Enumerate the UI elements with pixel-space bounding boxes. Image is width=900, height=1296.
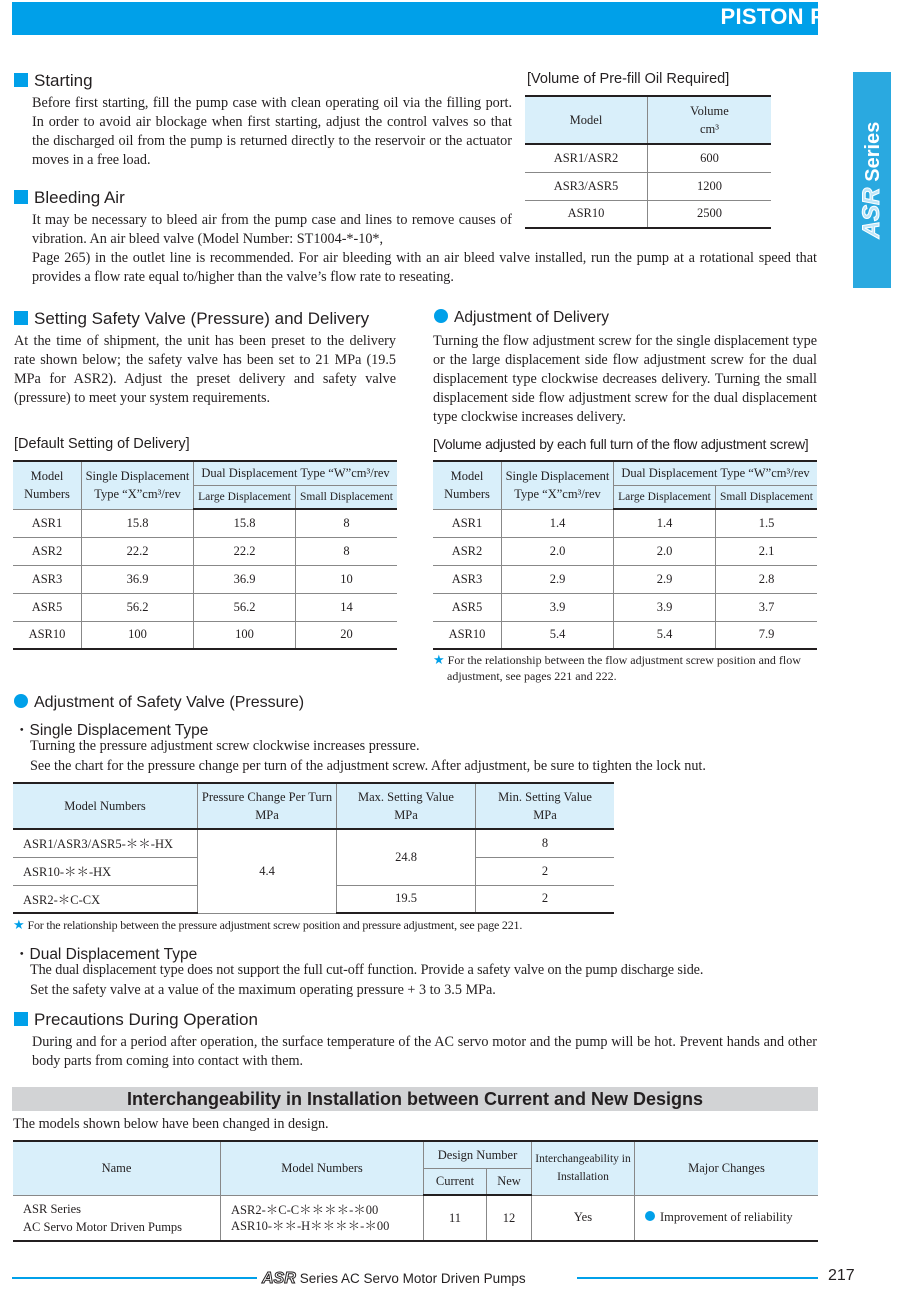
pressure-table-note: ★ For the relationship between the pressure adjustment screw position and pressure adjustment, see page 221. xyxy=(13,917,523,932)
square-bullet-icon xyxy=(14,1012,28,1026)
series-side-tab xyxy=(853,72,891,288)
dual-type-line-2: Set the safety valve at a value of the maximum operating pressure + 3 to 3.5 MPa. xyxy=(30,982,496,998)
square-bullet-icon xyxy=(14,311,28,325)
table-row: ASR Series AC Servo Motor Driven Pumps ASR2-＊C-C＊＊＊＊-＊00 ASR10-＊＊-H＊＊＊＊-＊00 11 12 Yes Improvement of reliability xyxy=(13,1195,818,1241)
col-min-setting: Min. Setting Value MPa xyxy=(476,783,615,829)
safety-adjust-heading: Adjustment of Safety Valve (Pressure) xyxy=(14,694,304,712)
asr-logo: ASR xyxy=(262,1270,296,1287)
prefill-table xyxy=(525,95,771,229)
col-dual-displacement: Dual Displacement Type “W”cm³/rev xyxy=(194,461,398,485)
col-single-displacement: Single Displacement Type “X”cm³/rev xyxy=(502,461,614,509)
table-row: ASR1/ASR3/ASR5-＊＊-HX 4.4 24.8 8 xyxy=(13,829,614,857)
col-name: Name xyxy=(13,1141,221,1195)
page-title: PISTON PUMPS xyxy=(720,4,890,29)
table-row: ASR10 5.4 5.4 7.9 xyxy=(433,621,817,649)
table-row: ASR2 2.0 2.0 2.1 xyxy=(433,537,817,565)
circle-bullet-icon xyxy=(14,694,28,708)
footer-rule-left xyxy=(12,1277,257,1279)
col-model-numbers: Model Numbers xyxy=(433,461,502,509)
starting-heading: Starting xyxy=(14,71,93,91)
table-row: ASR1 15.8 15.8 8 xyxy=(13,509,397,537)
circle-bullet-icon xyxy=(645,1211,655,1221)
single-type-heading: ・Single Displacement Type xyxy=(14,722,209,739)
col-new: New xyxy=(487,1168,532,1195)
col-pressure-change: Pressure Change Per Turn MPa xyxy=(198,783,337,829)
col-model-numbers: Model Numbers xyxy=(13,783,198,829)
footer-rule-right xyxy=(577,1277,818,1279)
dual-type-line-1: The dual displacement type does not support the full cut-off function. Provide a safety valve on the pump discharge side. xyxy=(30,962,704,978)
col-max-setting: Max. Setting Value MPa xyxy=(337,783,476,829)
table-row: ASR3/ASR5 1200 xyxy=(525,172,771,200)
starting-body: Before first starting, fill the pump case with clean operating oil via the filling port. In order to avoid air blockage when first starting, adjust the control valves so that the discharged oil from the pump is returned directly to the reservoir or the actuator moves in a free load. xyxy=(32,95,512,168)
footer-series-label: ASR Series AC Servo Motor Driven Pumps xyxy=(262,1270,526,1287)
pressure-table xyxy=(13,782,614,914)
precautions-body: During and for a period after operation, the surface temperature of the AC servo motor and the pump will be hot. Prevent hands and other body parts from coming into contact with them. xyxy=(32,1034,817,1069)
header-bar xyxy=(12,2,818,35)
square-bullet-icon xyxy=(14,73,28,87)
table-row: ASR1 1.4 1.4 1.5 xyxy=(433,509,817,537)
single-type-line-2: See the chart for the pressure change per turn of the adjustment screw. After adjustment, be sure to tighten the lock nut. xyxy=(30,758,706,774)
bleeding-heading: Bleeding Air xyxy=(14,188,125,208)
col-major-changes: Major Changes xyxy=(635,1141,819,1195)
col-large-displacement: Large Displacement xyxy=(614,485,716,509)
single-type-line-1: Turning the pressure adjustment screw clockwise increases pressure. xyxy=(30,738,420,754)
col-model-numbers: Model Numbers xyxy=(13,461,82,509)
circle-bullet-icon xyxy=(434,309,448,323)
turn-volume-table xyxy=(433,460,817,650)
dual-type-heading: ・Dual Displacement Type xyxy=(14,946,198,963)
page-number: 217 xyxy=(828,1267,855,1284)
col-small-displacement: Small Displacement xyxy=(296,485,398,509)
prefill-col-volume: Volume cm³ xyxy=(648,96,772,144)
safety-setting-heading: Setting Safety Valve (Pressure) and Delivery xyxy=(14,309,369,329)
default-delivery-table xyxy=(13,460,397,650)
col-single-displacement: Single Displacement Type “X”cm³/rev xyxy=(82,461,194,509)
col-interchangeability: Interchangeability in Installation xyxy=(532,1141,635,1195)
bleeding-body-1: It may be necessary to bleed air from the pump case and lines to remove causes of vibration. An air bleed valve (Model Number: ST1004-*-10*, xyxy=(32,212,512,247)
table-row: ASR5 3.9 3.9 3.7 xyxy=(433,593,817,621)
square-bullet-icon xyxy=(14,190,28,204)
col-small-displacement: Small Displacement xyxy=(716,485,818,509)
col-design-number: Design Number xyxy=(424,1141,532,1168)
table-row: ASR10-＊＊-HX 2 xyxy=(13,857,614,885)
asr-logo: ASR xyxy=(858,187,885,239)
table-row: ASR3 2.9 2.9 2.8 xyxy=(433,565,817,593)
col-model-numbers: Model Numbers xyxy=(221,1141,424,1195)
side-tab-label: Series xyxy=(862,121,884,182)
col-current: Current xyxy=(424,1168,487,1195)
table-row: ASR1/ASR2 600 xyxy=(525,144,771,172)
prefill-col-model: Model xyxy=(525,96,648,144)
turn-volume-caption: [Volume adjusted by each full turn of the flow adjustment screw] xyxy=(433,436,809,452)
table-row: ASR2-＊C-CX 19.5 2 xyxy=(13,885,614,913)
table-row: ASR10 100 100 20 xyxy=(13,621,397,649)
safety-setting-body: At the time of shipment, the unit has been preset to the delivery rate shown below; the safety valve has been set to 21 MPa (19.5 MPa for ASR2). Adjust the preset delivery and safety valve (pressure) to meet your system requirements. xyxy=(14,333,396,406)
table-row: ASR3 36.9 36.9 10 xyxy=(13,565,397,593)
interchange-title-bar: Interchangeability in Installation between Current and New Designs xyxy=(12,1087,818,1111)
interchange-table xyxy=(13,1140,818,1242)
delivery-adjust-heading: Adjustment of Delivery xyxy=(434,309,609,327)
interchange-intro: The models shown below have been changed in design. xyxy=(13,1116,329,1132)
prefill-caption: [Volume of Pre-fill Oil Required] xyxy=(527,71,730,87)
delivery-adjust-body: Turning the flow adjustment screw for the single displacement type or the large displacement side flow adjustment screw for the dual displacement type clockwise decreases delivery. Turning the small displacement side flow adjustment screw for the dual displacement type clockwise increases delivery. xyxy=(433,333,817,425)
precautions-heading: Precautions During Operation xyxy=(14,1010,258,1030)
bleeding-body-2: Page 265) in the outlet line is recommended. For air bleeding with an air bleed valve installed, run the pump at a rotational speed that provides a flow rate equal to/higher than the valve’s flow rate to reseating. xyxy=(32,250,817,285)
table-row: ASR5 56.2 56.2 14 xyxy=(13,593,397,621)
col-dual-displacement: Dual Displacement Type “W”cm³/rev xyxy=(614,461,818,485)
table-row: ASR10 2500 xyxy=(525,200,771,228)
star-icon: ★ xyxy=(13,917,25,932)
table-row: ASR2 22.2 22.2 8 xyxy=(13,537,397,565)
col-large-displacement: Large Displacement xyxy=(194,485,296,509)
default-delivery-caption: [Default Setting of Delivery] xyxy=(14,436,190,452)
turn-table-note: ★ For the relationship between the flow adjustment screw position and flow adjustment, see pages 221 and 222. xyxy=(433,652,801,683)
star-icon: ★ xyxy=(433,652,445,667)
